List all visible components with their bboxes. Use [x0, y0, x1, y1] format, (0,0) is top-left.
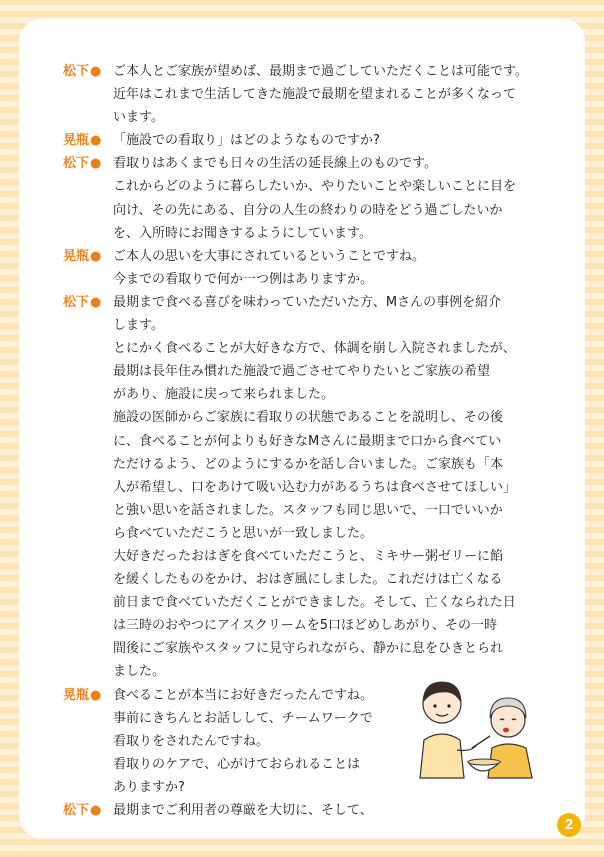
- dialogue-line: ありますか?: [113, 779, 185, 795]
- speaker-label: [63, 152, 113, 175]
- speaker-name: 松下: [63, 803, 90, 818]
- dialogue-line: 人が希望し、口をあけて吸い込む力があるうちは食べさせてほしい」: [113, 479, 517, 495]
- speaker-label: [63, 60, 113, 83]
- dialogue-line: 最期は長年住み慣れた施設で過ごさせてやりたいとご家族の希望: [113, 364, 491, 380]
- dialogue-line: 前日まで食べていただくことができました。そして、亡くなられた日: [113, 595, 516, 611]
- dialogue-line: 最期までご利用者の尊厳を大切に、そして、: [113, 803, 373, 818]
- dialogue-line: があり、施設に戻って来られました。: [113, 387, 335, 403]
- dialogue-line: 「施設での看取り」はどのようなものですか?: [113, 133, 380, 149]
- dialogue-line: 間後にご家族やスタッフに見守られながら、静かに息をひきとられ: [113, 641, 504, 657]
- dialogue-turn: [63, 152, 543, 244]
- dialogue-line: を緩くしたものをかけ、おはぎ風にしました。これだけは亡くなる: [113, 572, 503, 588]
- dialogue-line: は三時のおやつにアイスクリームを5口ほどめしあがり、その一時: [113, 618, 497, 634]
- dialogue-line: 看取りのケアで、心がけておられることは: [113, 756, 361, 772]
- speaker-label: [63, 799, 113, 822]
- speaker-bullet-icon: ●: [90, 294, 102, 310]
- dialogue-line: 今までの看取りで何か一つ例はありますか。: [113, 271, 374, 287]
- dialogue-line: を、入所時にお聞きするようにしています。: [113, 225, 372, 241]
- dialogue-line: ら食べていただこうと思いが一致しました。: [113, 525, 374, 541]
- speaker-name: 松下: [63, 156, 90, 172]
- dialogue-line: 看取りをされたんですね。: [113, 733, 270, 749]
- dialogue-line: します。: [113, 318, 164, 334]
- speaker-label: [63, 245, 113, 268]
- speaker-bullet-icon: ●: [90, 64, 102, 79]
- dialogue-line: と強い思いを話されました。スタッフも同じ思いで、一口でいいか: [113, 502, 503, 518]
- caregiver-feeding-illustration: [402, 670, 542, 780]
- speaker-name: 晃瓶: [63, 133, 90, 149]
- dialogue-turn: [63, 291, 543, 684]
- dialogue-line: これからどのように暮らしたいか、やりたいことや楽しいことに目を: [113, 179, 517, 195]
- speaker-name: 晃瓶: [63, 687, 90, 703]
- dialogue-line: に、食べることが何よりも好きなMさんに最期まで口から食べてい: [113, 433, 502, 449]
- dialogue-turn: [63, 245, 543, 291]
- dialogue-turn: [63, 129, 543, 152]
- dialogue-line: 施設の医師からご家族に看取りの状態であることを説明し、その後: [113, 410, 504, 426]
- dialogue-line: ました。: [113, 664, 166, 680]
- dialogue-line: ご本人とご家族が望めば、最期まで過ごしていただくことは可能です。: [113, 64, 528, 79]
- dialogue-line: 大好きだったおはぎを食べていただこうと、ミキサー粥ゼリーに餡: [113, 548, 504, 564]
- speaker-bullet-icon: ●: [90, 248, 102, 264]
- dialogue-line: 看取りはあくまでも日々の生活の延長線上のものです。: [113, 156, 437, 172]
- speaker-bullet-icon: ●: [90, 687, 102, 703]
- dialogue-line: 最期まで食べる喜びを味わっていただいた方、Mさんの事例を紹介: [113, 294, 502, 310]
- dialogue-line: とにかく食べることが大好きな方で、体調を崩し入院されましたが、: [113, 341, 516, 357]
- speaker-bullet-icon: ●: [90, 133, 102, 149]
- page-number-badge: 2: [557, 813, 581, 837]
- dialogue-line: います。: [113, 110, 164, 126]
- speaker-bullet-icon: ●: [90, 156, 102, 172]
- speaker-label: [63, 291, 113, 314]
- speaker-name: 晃瓶: [63, 248, 90, 264]
- dialogue-line: ただけるよう、どのようにするかを話し合いました。ご家族も「本: [113, 456, 504, 472]
- speaker-name: 松下: [63, 64, 90, 79]
- dialogue-line: 事前にきちんとお話しして、チームワークで: [113, 710, 373, 726]
- dialogue-line: 向け、その先にある、自分の人生の終わりの時をどう過ごしたいか: [113, 202, 503, 218]
- dialogue-line: 食べることが本当にお好きだったんですね。: [113, 687, 374, 703]
- dialogue-turn: [63, 60, 543, 129]
- speaker-bullet-icon: ●: [90, 803, 102, 818]
- dialogue-line: ご本人の思いを大事にされているということですね。: [113, 248, 426, 264]
- speaker-label: [63, 129, 113, 152]
- dialogue-line: 近年はこれまで生活してきた施設で最期を望まれることが多くなって: [113, 87, 517, 103]
- dialogue-turn: [63, 799, 543, 822]
- speaker-name: 松下: [63, 294, 90, 310]
- speaker-label: [63, 684, 113, 707]
